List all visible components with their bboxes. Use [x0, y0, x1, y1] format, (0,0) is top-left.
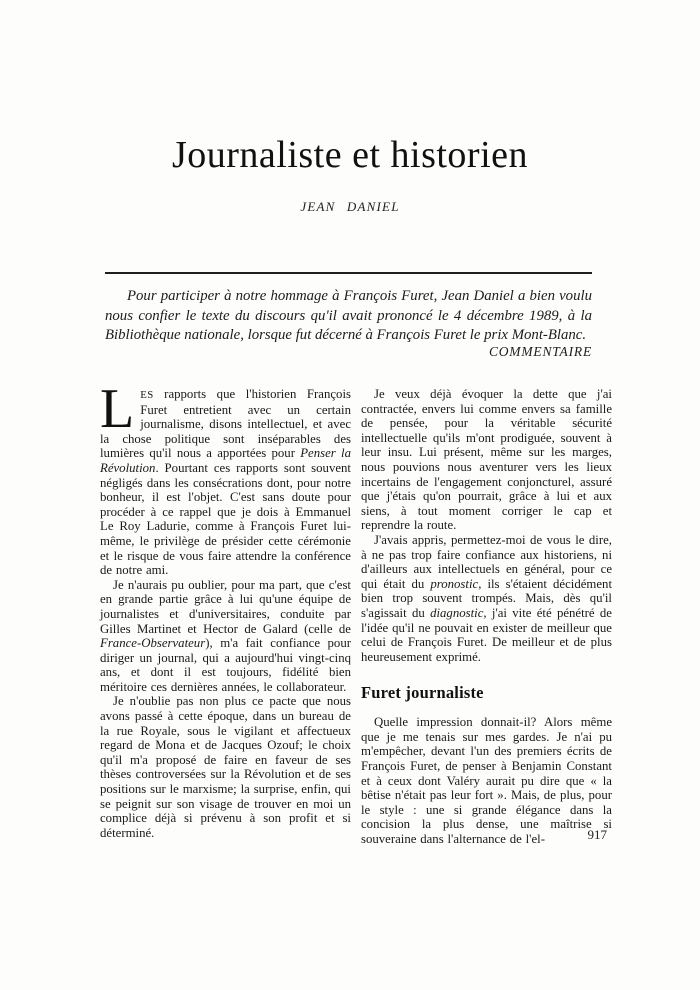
- text-segment: Pour participer à notre hommage à François Furet, Jean Daniel a bien voulu nous confier le texte du discours qu'il avait prononcé le 4 décembre 1989, à la Bibliothèque nationale, lorsque fut décerné à François Furet le prix Mont-Blanc.: [105, 288, 592, 344]
- article-author: JEAN DANIEL: [300, 199, 400, 214]
- text-segment: J'avais appris, permettez-moi de vous le dire, à ne pas trop faire confiance aux historiens, ni d'ailleurs aux intellectuels en général, pour ce qui était du: [361, 532, 612, 591]
- text-segment: , j'ai vite été pénétré de l'idée qu'il ne pouvait en exister de meilleur que celui de François Furet. De meilleur et de plus heureusement exprimé.: [361, 605, 612, 664]
- divider-rule: [105, 272, 592, 274]
- drop-cap: L: [100, 378, 135, 440]
- section-heading: Furet journaliste: [361, 683, 484, 703]
- text-segment: Je n'oublie pas non plus ce pacte que nous avons passé à cette époque, dans un bureau de la rue Royale, sous le vigilant et affectueux regard de Mona et de Jacques Ozouf; le choix qu'il m'a proposé de faire en faveur de ses thèses controversées sur la Révolution et de ses positions sur le marxisme; la surprise, enfin, qui se peignit sur son visage de trouver en moi un complice déjà si prévenu à son profit et si déterminé.: [100, 694, 351, 840]
- body-paragraph: [100, 578, 351, 695]
- text-segment: pronostic: [430, 576, 479, 591]
- text-segment: Quelle impression donnait-il? Alors même que je me tenais sur mes gardes. Je n'ai pu m'empêcher, devant l'un des premiers écrits de François Furet, de penser à Benjamin Constant et à ceux dont Valéry aurait pu dire que « la bêtise n'était pas leur fort ». Mais, de plus, pour le style : une si grande élégance dans la concision la plus dense, une maîtrise si souveraine dans l'alternance de l'el-: [361, 715, 612, 847]
- abstract: [105, 287, 592, 346]
- text-segment: , ils s'étaient décidément bien trop souvent trompés. Mais, dès qu'il s'agissait du: [361, 576, 613, 620]
- commentary-label: COMMENTAIRE: [488, 344, 592, 359]
- text-segment: ), m'a fait confiance pour diriger un journal, qui a aujourd'hui vingt-cinq ans, et dont il est toujours, fidélité bien méritoire ces dernières années, le collaborateur.: [100, 636, 351, 694]
- page-number: 917: [587, 827, 607, 842]
- text-segment: ES: [140, 389, 154, 401]
- body-columns: [100, 378, 613, 847]
- text-segment: rapports que l'historien François Furet entretient avec un certain journalisme, disons intellectuel, et avec la chose politique sont inséparables des lumières qu'il nous a apportées pour: [100, 387, 351, 461]
- text-segment: France-Observateur: [100, 636, 206, 651]
- text-segment: . Pourtant ces rapports sont souvent négligés dans les consécrations dont, pour notre bonheur, il est l'objet. C'est sans doute pour procéder à ce rappel que je dois à Emmanuel Le Roy Ladurie, comme à François Furet lui-même, le privilège de présider cette cérémonie et le risque de vous faire attendre la conférence de notre ami.: [100, 460, 351, 578]
- body-paragraph: [361, 387, 612, 533]
- body-paragraph: [100, 694, 351, 840]
- article-title: Journaliste et historien: [171, 134, 529, 176]
- text-segment: diagnostic: [430, 605, 484, 620]
- text-segment: Penser la Révolution: [100, 446, 351, 475]
- body-paragraph: [361, 533, 612, 664]
- left-column: [100, 378, 351, 847]
- text-segment: Je n'aurais pu oublier, pour ma part, que c'est en grande partie grâce à lui qu'une équipe de journalistes et d'universitaires, conduite par Gilles Martinet et Hector de Galard (celle de: [100, 577, 351, 636]
- body-paragraph: [100, 378, 351, 578]
- text-segment: Je veux déjà évoquer la dette que j'ai contractée, envers lui comme envers sa famille de pensée, pour la véritable sécurité intellectuelle qu'ils m'ont prodiguée, souvent à leur insu. Lui présent, même sur les marges, nous pouvions nous aventurer vers les lieux incertains de l'engagement conjoncturel, assuré que j'étais qu'on pourrait, grâce à lui et aux siens, à tout moment corriger le cap et reprendre la route.: [361, 387, 612, 533]
- right-column: [361, 387, 612, 847]
